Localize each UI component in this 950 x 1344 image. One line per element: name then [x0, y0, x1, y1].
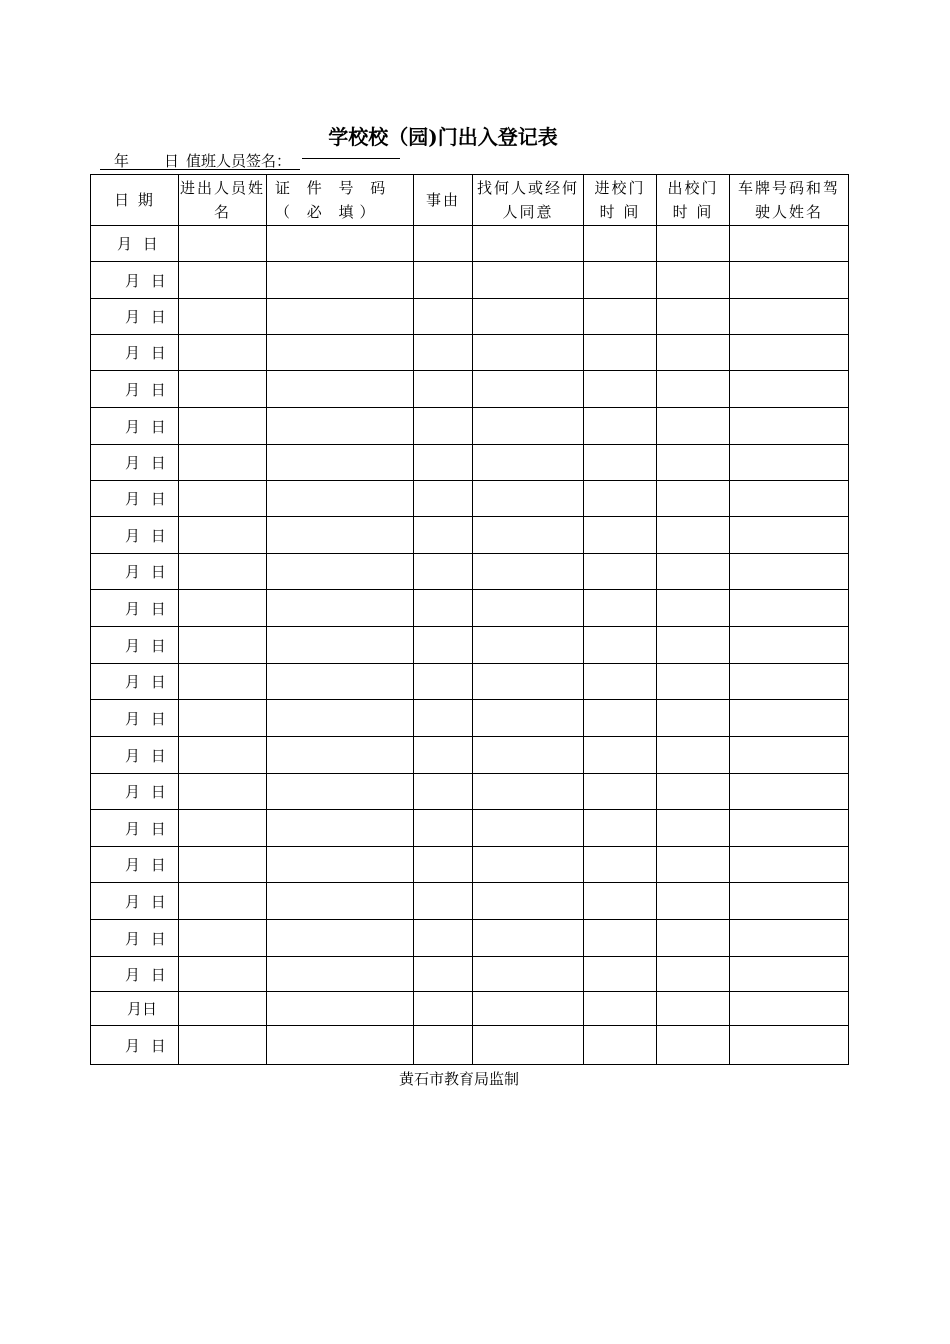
- entry-cell[interactable]: [267, 957, 414, 992]
- entry-cell[interactable]: [414, 590, 473, 627]
- date-cell: 月 日: [91, 700, 179, 737]
- entry-cell[interactable]: [414, 700, 473, 737]
- entry-cell[interactable]: [730, 737, 849, 774]
- entry-cell[interactable]: [267, 664, 414, 700]
- entry-cell[interactable]: [414, 262, 473, 299]
- date-cell: 月 日: [91, 517, 179, 554]
- table-row: [91, 737, 849, 774]
- entry-cell[interactable]: [473, 590, 584, 627]
- table-row: [91, 335, 849, 371]
- sign-line: [100, 150, 310, 172]
- entry-cell[interactable]: [584, 335, 657, 371]
- entry-cell[interactable]: [267, 920, 414, 957]
- entry-cell[interactable]: [657, 371, 730, 408]
- entry-cell[interactable]: [584, 737, 657, 774]
- entry-cell[interactable]: [179, 299, 267, 335]
- entry-cell[interactable]: [473, 992, 584, 1026]
- date-cell: 月 日: [91, 481, 179, 517]
- entry-cell[interactable]: [414, 957, 473, 992]
- col-header-exit-time: 出校门 时 间: [657, 175, 730, 226]
- table-row: [91, 408, 849, 445]
- table-row: [91, 554, 849, 590]
- entry-cell[interactable]: [179, 737, 267, 774]
- day-label: 日: [164, 152, 180, 170]
- entry-cell[interactable]: [473, 262, 584, 299]
- table-row: [91, 517, 849, 554]
- entry-cell[interactable]: [179, 920, 267, 957]
- entry-cell[interactable]: [179, 445, 267, 481]
- entry-cell[interactable]: [473, 664, 584, 700]
- entry-cell[interactable]: [657, 517, 730, 554]
- table-row: [91, 1026, 849, 1065]
- entry-cell[interactable]: [179, 992, 267, 1026]
- entry-cell[interactable]: [414, 992, 473, 1026]
- entry-cell[interactable]: [657, 700, 730, 737]
- entry-cell[interactable]: [657, 408, 730, 445]
- entry-cell[interactable]: [657, 810, 730, 847]
- entry-cell[interactable]: [414, 517, 473, 554]
- entry-cell[interactable]: [473, 554, 584, 590]
- entry-cell[interactable]: [730, 445, 849, 481]
- table-row: [91, 883, 849, 920]
- entry-cell[interactable]: [473, 920, 584, 957]
- entry-cell[interactable]: [414, 408, 473, 445]
- table-row: [91, 445, 849, 481]
- entry-cell[interactable]: [730, 992, 849, 1026]
- date-cell: 月 日: [91, 590, 179, 627]
- entry-cell[interactable]: [657, 664, 730, 700]
- date-cell: 月 日: [91, 408, 179, 445]
- entry-cell[interactable]: [730, 920, 849, 957]
- entry-cell[interactable]: [730, 517, 849, 554]
- date-cell: 月 日: [91, 335, 179, 371]
- entry-cell[interactable]: [179, 664, 267, 700]
- entry-cell[interactable]: [179, 408, 267, 445]
- entry-cell[interactable]: [473, 627, 584, 664]
- entry-cell[interactable]: [414, 920, 473, 957]
- entry-cell[interactable]: [584, 590, 657, 627]
- entry-cell[interactable]: [179, 1026, 267, 1065]
- entry-cell[interactable]: [584, 517, 657, 554]
- entry-cell[interactable]: [473, 774, 584, 810]
- entry-cell[interactable]: [267, 445, 414, 481]
- entry-cell[interactable]: [473, 481, 584, 517]
- entry-cell[interactable]: [473, 957, 584, 992]
- entry-cell[interactable]: [584, 957, 657, 992]
- entry-cell[interactable]: [414, 627, 473, 664]
- entry-cell[interactable]: [267, 810, 414, 847]
- entry-cell[interactable]: [730, 408, 849, 445]
- footer-issuer: 黄石市教育局监制: [398, 1070, 519, 1088]
- entry-cell[interactable]: [267, 847, 414, 883]
- entry-cell[interactable]: [414, 664, 473, 700]
- header-row: [91, 175, 849, 226]
- table-row: [91, 590, 849, 627]
- date-cell: 月 日: [91, 226, 179, 262]
- entry-cell[interactable]: [730, 957, 849, 992]
- sign-underline: [100, 169, 300, 170]
- entry-cell[interactable]: [584, 299, 657, 335]
- entry-cell[interactable]: [473, 810, 584, 847]
- entry-cell[interactable]: [267, 517, 414, 554]
- entry-cell[interactable]: [730, 226, 849, 262]
- entry-cell[interactable]: [179, 517, 267, 554]
- date-cell: 月 日: [91, 554, 179, 590]
- entry-cell[interactable]: [267, 737, 414, 774]
- entry-cell[interactable]: [657, 883, 730, 920]
- entry-cell[interactable]: [473, 226, 584, 262]
- entry-cell[interactable]: [730, 1026, 849, 1065]
- entry-cell[interactable]: [414, 1026, 473, 1065]
- entry-cell[interactable]: [730, 883, 849, 920]
- entry-cell[interactable]: [730, 700, 849, 737]
- entry-cell[interactable]: [179, 847, 267, 883]
- entry-cell[interactable]: [584, 627, 657, 664]
- entry-cell[interactable]: [179, 481, 267, 517]
- entry-cell[interactable]: [473, 1026, 584, 1065]
- entry-cell[interactable]: [179, 335, 267, 371]
- entry-cell[interactable]: [414, 226, 473, 262]
- entry-cell[interactable]: [584, 262, 657, 299]
- entry-cell[interactable]: [179, 226, 267, 262]
- entry-cell[interactable]: [179, 700, 267, 737]
- date-cell: 月 日: [91, 774, 179, 810]
- entry-cell[interactable]: [267, 408, 414, 445]
- entry-cell[interactable]: [267, 1026, 414, 1065]
- date-cell: 月 日: [91, 371, 179, 408]
- duty-label: 值: [186, 152, 202, 170]
- entry-cell[interactable]: [267, 627, 414, 664]
- col-header-entry-time: 进校门 时 间: [584, 175, 657, 226]
- register-table: [90, 174, 849, 1065]
- entry-cell[interactable]: [473, 335, 584, 371]
- entry-cell[interactable]: [473, 847, 584, 883]
- date-cell: 月 日: [91, 299, 179, 335]
- col-header-name: 进出人员姓名: [179, 175, 267, 226]
- entry-cell[interactable]: [179, 883, 267, 920]
- entry-cell[interactable]: [414, 810, 473, 847]
- entry-cell[interactable]: [730, 847, 849, 883]
- table-row: [91, 920, 849, 957]
- entry-cell[interactable]: [267, 262, 414, 299]
- entry-cell[interactable]: [473, 737, 584, 774]
- entry-cell[interactable]: [657, 627, 730, 664]
- col-header-id: 证 件 号 码 （ 必 填）: [267, 175, 414, 226]
- entry-cell[interactable]: [657, 737, 730, 774]
- entry-cell[interactable]: [473, 517, 584, 554]
- entry-cell[interactable]: [657, 920, 730, 957]
- entry-cell[interactable]: [267, 481, 414, 517]
- entry-cell[interactable]: [584, 883, 657, 920]
- entry-cell[interactable]: [657, 226, 730, 262]
- entry-cell[interactable]: [267, 700, 414, 737]
- table-row: [91, 700, 849, 737]
- entry-cell[interactable]: [267, 590, 414, 627]
- col-header-reason: 事由: [414, 175, 473, 226]
- entry-cell[interactable]: [473, 445, 584, 481]
- entry-cell[interactable]: [730, 299, 849, 335]
- entry-cell[interactable]: [657, 847, 730, 883]
- entry-cell[interactable]: [179, 590, 267, 627]
- table-row: [91, 810, 849, 847]
- date-cell: 月 日: [91, 883, 179, 920]
- table-row: [91, 957, 849, 992]
- entry-cell[interactable]: [414, 883, 473, 920]
- entry-cell[interactable]: [473, 299, 584, 335]
- entry-cell[interactable]: [657, 299, 730, 335]
- signature-label: 班人员签名：: [201, 152, 292, 170]
- date-cell: 月 日: [91, 664, 179, 700]
- entry-cell[interactable]: [657, 992, 730, 1026]
- entry-cell[interactable]: [584, 810, 657, 847]
- entry-cell[interactable]: [730, 664, 849, 700]
- col-header-contact: 找何人或经何人同意: [473, 175, 584, 226]
- date-cell: 月日: [91, 992, 179, 1026]
- entry-cell[interactable]: [657, 445, 730, 481]
- entry-cell[interactable]: [179, 810, 267, 847]
- entry-cell[interactable]: [730, 774, 849, 810]
- date-cell: 月 日: [91, 445, 179, 481]
- table-row: [91, 262, 849, 299]
- col-header-date: 日 期: [91, 175, 179, 226]
- date-cell: 月 日: [91, 847, 179, 883]
- table-row: [91, 664, 849, 700]
- page-title: 学校校（园)门出入登记表: [328, 125, 558, 149]
- entry-cell[interactable]: [730, 810, 849, 847]
- entry-cell[interactable]: [473, 408, 584, 445]
- entry-cell[interactable]: [730, 627, 849, 664]
- table-row: [91, 371, 849, 408]
- table-row: [91, 992, 849, 1026]
- date-cell: 月 日: [91, 957, 179, 992]
- entry-cell[interactable]: [414, 299, 473, 335]
- entry-cell[interactable]: [584, 664, 657, 700]
- sign-strikeline: [302, 158, 400, 159]
- entry-cell[interactable]: [179, 774, 267, 810]
- entry-cell[interactable]: [179, 957, 267, 992]
- entry-cell[interactable]: [584, 554, 657, 590]
- table-row: [91, 226, 849, 262]
- date-cell: 月 日: [91, 262, 179, 299]
- date-cell: 月 日: [91, 1026, 179, 1065]
- date-cell: 月 日: [91, 627, 179, 664]
- entry-cell[interactable]: [414, 445, 473, 481]
- entry-cell[interactable]: [179, 262, 267, 299]
- table-row: [91, 299, 849, 335]
- entry-cell[interactable]: [179, 627, 267, 664]
- entry-cell[interactable]: [584, 408, 657, 445]
- entry-cell[interactable]: [473, 700, 584, 737]
- entry-cell[interactable]: [584, 481, 657, 517]
- entry-cell[interactable]: [267, 774, 414, 810]
- entry-cell[interactable]: [584, 700, 657, 737]
- col-header-plate: 车牌号码和驾驶人姓名: [730, 175, 849, 226]
- entry-cell[interactable]: [473, 883, 584, 920]
- entry-cell[interactable]: [657, 262, 730, 299]
- entry-cell[interactable]: [584, 992, 657, 1026]
- entry-cell[interactable]: [730, 371, 849, 408]
- entry-cell[interactable]: [584, 226, 657, 262]
- entry-cell[interactable]: [267, 992, 414, 1026]
- entry-cell[interactable]: [267, 299, 414, 335]
- entry-cell[interactable]: [414, 371, 473, 408]
- date-cell: 月 日: [91, 920, 179, 957]
- entry-cell[interactable]: [730, 481, 849, 517]
- entry-cell[interactable]: [267, 883, 414, 920]
- entry-cell[interactable]: [179, 554, 267, 590]
- entry-cell[interactable]: [267, 226, 414, 262]
- entry-cell[interactable]: [584, 371, 657, 408]
- entry-cell[interactable]: [584, 847, 657, 883]
- entry-cell[interactable]: [657, 481, 730, 517]
- entry-cell[interactable]: [657, 590, 730, 627]
- entry-cell[interactable]: [657, 957, 730, 992]
- table-row: [91, 774, 849, 810]
- date-cell: 月 日: [91, 737, 179, 774]
- entry-cell[interactable]: [414, 847, 473, 883]
- entry-cell[interactable]: [584, 774, 657, 810]
- entry-cell[interactable]: [267, 335, 414, 371]
- entry-cell[interactable]: [414, 554, 473, 590]
- entry-cell[interactable]: [414, 737, 473, 774]
- date-cell: 月 日: [91, 810, 179, 847]
- entry-cell[interactable]: [414, 481, 473, 517]
- table-row: [91, 481, 849, 517]
- entry-cell[interactable]: [730, 590, 849, 627]
- entry-cell[interactable]: [730, 335, 849, 371]
- entry-cell[interactable]: [414, 335, 473, 371]
- entry-cell[interactable]: [473, 371, 584, 408]
- entry-cell[interactable]: [179, 371, 267, 408]
- entry-cell[interactable]: [657, 335, 730, 371]
- entry-cell[interactable]: [267, 371, 414, 408]
- entry-cell[interactable]: [267, 554, 414, 590]
- entry-cell[interactable]: [584, 1026, 657, 1065]
- entry-cell[interactable]: [657, 554, 730, 590]
- entry-cell[interactable]: [414, 774, 473, 810]
- entry-cell[interactable]: [657, 774, 730, 810]
- table-row: [91, 847, 849, 883]
- entry-cell[interactable]: [730, 554, 849, 590]
- entry-cell[interactable]: [730, 262, 849, 299]
- entry-cell[interactable]: [584, 920, 657, 957]
- entry-cell[interactable]: [657, 1026, 730, 1065]
- entry-cell[interactable]: [584, 445, 657, 481]
- year-label: 年: [114, 152, 130, 170]
- table-row: [91, 627, 849, 664]
